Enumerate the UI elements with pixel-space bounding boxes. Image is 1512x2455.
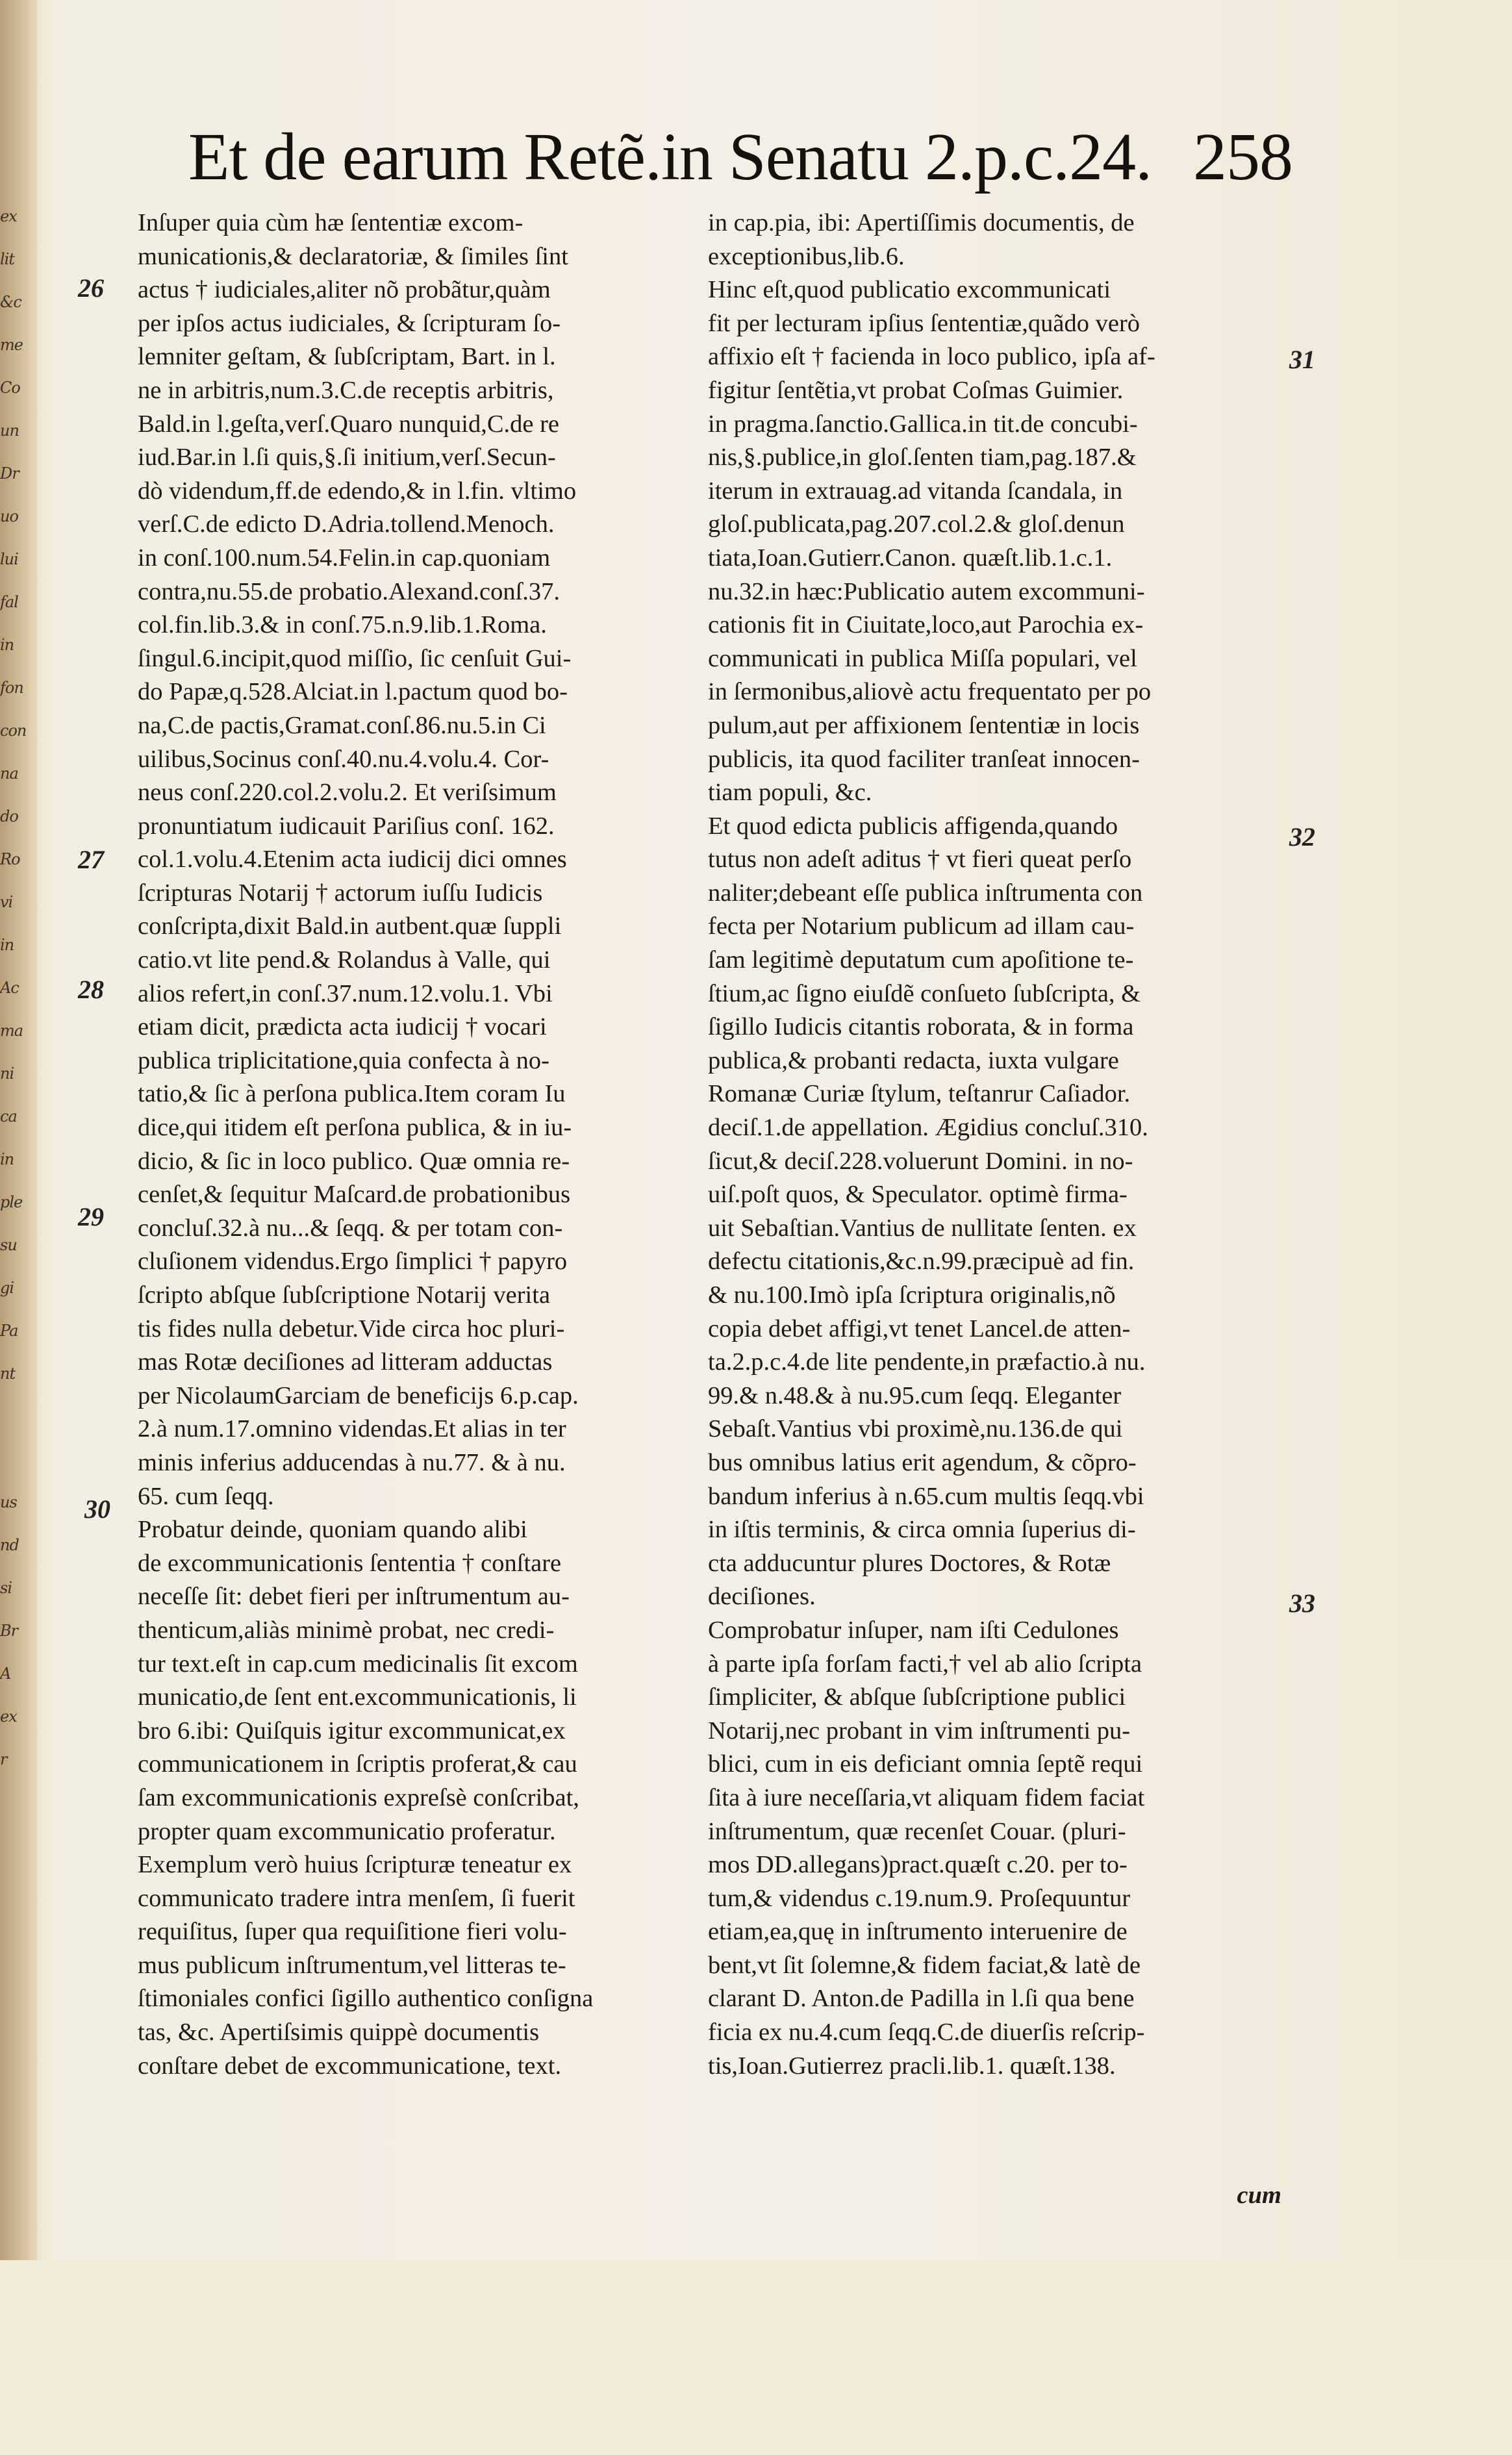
right_column-line: tiata,Ioan.Gutierr.Canon. quæſt.lib.1.c.1. — [708, 544, 1113, 572]
right_column-line: Sebaſt.Vantius vbi proximè,nu.136.de qui — [708, 1415, 1123, 1443]
left_column-line: cluſionem videndus.Ergo ſimplici † papyro — [138, 1248, 568, 1276]
right_column-line: nis,§.publice,in gloſ.ſenten tiam,pag.187.& — [708, 444, 1137, 472]
left_column-line: in conſ.100.num.54.Felin.in cap.quoniam — [138, 544, 551, 572]
left_column-line: publica triplicitatione,quia confecta à no- — [138, 1046, 549, 1074]
right_column-line: ſita à iure neceſſaria,vt aliquam fidem faciat — [708, 1783, 1145, 1811]
right_column-line: tutus non adeſt aditus † vt fieri queat perſo — [708, 846, 1132, 874]
left_column-line: Bald.in l.geſta,verſ.Quaro nunquid,C.de re — [138, 410, 559, 438]
left_column-line: iud.Bar.in l.ſi quis,§.ſi initium,verſ.Secun- — [138, 444, 556, 472]
right_column-line: bus omnibus latius erit agendum, & cõpro- — [708, 1448, 1137, 1476]
left_column-line: catio.vt lite pend.& Rolandus à Valle, qui — [138, 946, 551, 974]
left_column-line: ſingul.6.incipit,quod miſſio, ſic cenſuit Gui- — [138, 644, 572, 672]
right_column-line: ſimpliciter, & abſque ſubſcriptione publici — [708, 1683, 1126, 1711]
right_column-line: cta adducuntur plures Doctores, & Rotæ — [708, 1549, 1111, 1577]
margin-number-31: 31 — [1289, 345, 1315, 374]
left_column-line: ſam excommunicationis expreſsè conſcribat, — [138, 1783, 579, 1811]
left_column-line: conſtare debet de excommunicatione, text. — [138, 2052, 562, 2080]
right_column-line: nu.32.in hæc:Publicatio autem excommuni- — [708, 577, 1145, 605]
right_column-line: etiam,ea,quę in inſtrumento interuenire de — [708, 1918, 1128, 1946]
right_column-line: clarant D. Anton.de Padilla in l.ſi qua bene — [708, 1985, 1135, 2013]
margin-number-33: 33 — [1289, 1589, 1315, 1618]
left_column-line: propter quam excommunicatio proferatur. — [138, 1817, 556, 1845]
left_column-line: concluſ.32.à nu...& ſeqq. & per totam con- — [138, 1214, 563, 1242]
right_column-line: in ſermonibus,aliovè actu frequentato per po — [708, 678, 1152, 706]
right_column-line: Hinc eſt,quod publicatio excommunicati — [708, 276, 1111, 304]
left_column-line: mas Rotæ deciſiones ad litteram adductas — [138, 1348, 553, 1376]
left_column-line: cenſet,& ſequitur Maſcard.de probationibus — [138, 1181, 571, 1209]
margin-number-30: 30 — [84, 1494, 110, 1524]
left_column-line: ſtimoniales confici ſigillo authentico conſigna — [138, 1985, 594, 2013]
right_column-line: defectu citationis,&c.n.99.præcipuè ad fin. — [708, 1248, 1135, 1276]
right_column-line: à parte ipſa forſam facti,† vel ab alio ſcripta — [708, 1650, 1142, 1678]
right_column-line: publicis, ita quod faciliter tranſeat innocen- — [708, 745, 1140, 773]
right_column-line: in iſtis terminis, & circa omnia ſuperius di- — [708, 1516, 1136, 1544]
running-title: Et de earum Retẽ.in Senatu 2.p.c.24. — [188, 120, 1152, 194]
left_column-line: col.fin.lib.3.& in conſ.75.n.9.lib.1.Roma. — [138, 611, 547, 639]
left_column-line: dò videndum,ff.de edendo,& in l.fin. vltimo — [138, 477, 577, 505]
left_column-line: na,C.de pactis,Gramat.conſ.86.nu.5.in Ci — [138, 711, 546, 739]
right_column-line: communicati in publica Miſſa populari, vel — [708, 644, 1137, 672]
right_column-line: ta.2.p.c.4.de lite pendente,in præfactio.à nu. — [708, 1348, 1146, 1376]
right_column-line: exceptionibus,lib.6. — [708, 242, 905, 270]
left_column-line: Inſuper quia cùm hæ ſententiæ excom- — [138, 209, 523, 236]
left_column-line: lemniter geſtam, & ſubſcriptam, Bart. in l. — [138, 343, 556, 371]
left_column-line: contra,nu.55.de probatio.Alexand.conſ.37. — [138, 577, 561, 605]
left_column-line: do Papæ,q.528.Alciat.in l.pactum quod bo- — [138, 678, 568, 706]
left_column-line: mus publicum inſtrumentum,vel litteras te- — [138, 1951, 566, 1979]
right_column-line: cationis fit in Ciuitate,loco,aut Parochia ex- — [708, 611, 1144, 639]
right_column-line: figitur ſentẽtia,vt probat Coſmas Guimier. — [708, 376, 1124, 404]
right_column-line: fit per lecturam ipſius ſententiæ,quãdo verò — [708, 309, 1140, 337]
right_column-line: affixio eſt † facienda in loco publico, ipſa af- — [708, 343, 1155, 371]
right_column-line: fecta per Notarium publicum ad illam cau- — [708, 913, 1135, 940]
right_column-line: bent,vt ſit ſolemne,& fidem faciat,& latè de — [708, 1951, 1141, 1979]
left_column-line: ne in arbitris,num.3.C.de receptis arbitris, — [138, 376, 554, 404]
right_column-line: deciſiones. — [708, 1583, 816, 1611]
right_column-line: Et quod edicta publicis affigenda,quando — [708, 812, 1118, 840]
left_column-line: col.1.volu.4.Etenim acta iudicij dici omnes — [138, 846, 567, 874]
left_column-line: bro 6.ibi: Quiſquis igitur excommunicat,ex — [138, 1717, 566, 1744]
right_column-line: mos DD.allegans)pract.quæſt c.20. per to- — [708, 1851, 1128, 1879]
left_column-line: tis fides nulla debetur.Vide circa hoc pluri- — [138, 1315, 565, 1342]
left_column-line: alios refert,in conſ.37.num.12.volu.1. Vbi — [138, 979, 553, 1007]
right_column-line: ſtium,ac ſigno eiuſdẽ conſueto ſubſcripta, & — [708, 979, 1141, 1007]
adjacent-page-edge-text: ex lit &c me Co un Dr uo lui fal in fon con na do Ro vi in Ac ma ni ca in ple su gi Pa nt us nd si Br A ex r — [0, 207, 27, 1769]
left_column-line: de excommunicationis ſententia † conſtare — [138, 1549, 562, 1577]
margin-number-32: 32 — [1289, 822, 1315, 851]
left_column-line: conſcripta,dixit Bald.in autbent.quæ ſuppli — [138, 913, 562, 940]
right_column-line: in cap.pia, ibi: Apertiſſimis documentis, de — [708, 209, 1135, 236]
right_column-line: blici, cum in eis deficiant omnia ſeptẽ requi — [708, 1750, 1143, 1778]
left_column-line: thenticum,aliàs minimè probat, nec credi- — [138, 1616, 555, 1644]
right_column-line: pulum,aut per affixionem ſententiæ in locis — [708, 711, 1140, 739]
left_column-line: ſcripturas Notarij † actorum iuſſu Iudicis — [138, 879, 543, 907]
right_column-line: ſigillo Iudicis citantis roborata, & in forma — [708, 1013, 1134, 1041]
right_column-line: Comprobatur inſuper, nam iſti Cedulones — [708, 1616, 1119, 1644]
left_column-line: etiam dicit, prædicta acta iudicij † vocari — [138, 1013, 547, 1041]
right_column-line: ſam legitimè deputatum cum apoſitione te- — [708, 946, 1134, 974]
right_column-line: iterum in extrauag.ad vitanda ſcandala, in — [708, 477, 1123, 505]
right_column-line: tum,& videndus c.19.num.9. Proſequuntur — [708, 1884, 1131, 1912]
margin-number-27: 27 — [78, 845, 104, 874]
margin-number-26: 26 — [78, 273, 104, 303]
right_column-line: naliter;debeant eſſe publica inſtrumenta con — [708, 879, 1143, 907]
left_column-line: pronuntiatum iudicauit Pariſius conſ. 162. — [138, 812, 555, 840]
right_column-line: ſicut,& deciſ.228.voluerunt Domini. in no- — [708, 1147, 1133, 1175]
left_column-line: communicato tradere intra menſem, ſi fuerit — [138, 1884, 575, 1912]
right-text-column — [708, 207, 1299, 2083]
binding-gutter — [0, 0, 38, 2260]
left_column-line: tur text.eſt in cap.cum medicinalis ſit excom — [138, 1650, 578, 1678]
right_column-line: deciſ.1.de appellation. Ægidius concluſ.310. — [708, 1114, 1148, 1142]
left_column-line: neceſſe ſit: debet fieri per inſtrumentum au- — [138, 1583, 570, 1611]
left_column-line: requiſitus, ſuper qua requiſitione fieri volu- — [138, 1918, 567, 1946]
left_column-line: actus † iudiciales,aliter nõ probãtur,quàm — [138, 276, 551, 304]
right_column-line: 99.& n.48.& à nu.95.cum ſeqq. Eleganter — [708, 1381, 1122, 1409]
right_column-line: tiam populi, &c. — [708, 779, 872, 807]
right_column-line: publica,& probanti redacta, iuxta vulgare — [708, 1046, 1119, 1074]
left_column-line: municationis,& declaratoriæ, & ſimiles ſint — [138, 242, 568, 270]
left-text-column — [138, 207, 716, 2083]
running-header — [188, 112, 1292, 203]
left_column-line: tas, &c. Apertiſsimis quippè documentis — [138, 2019, 540, 2046]
left_column-line: dicio, & ſic in loco publico. Quæ omnia re- — [138, 1147, 570, 1175]
left_column-line: dice,qui itidem eſt perſona publica, & in iu- — [138, 1114, 572, 1142]
left_column-line: ſcripto abſque ſubſcriptione Notarij verita — [138, 1281, 551, 1309]
right_column-line: & nu.100.Imò ipſa ſcriptura originalis,nõ — [708, 1281, 1116, 1309]
right_column-line: Notarij,nec probant in vim inſtrumenti pu- — [708, 1717, 1131, 1744]
margin-number-29: 29 — [78, 1202, 104, 1231]
right_column-line: in pragma.ſanctio.Gallica.in tit.de concubi- — [708, 410, 1138, 438]
right_column-line: gloſ.publicata,pag.207.col.2.& gloſ.denun — [708, 510, 1125, 538]
left_column-line: neus conſ.220.col.2.volu.2. Et veriſsimum — [138, 779, 557, 807]
right_column-line: uit Sebaſtian.Vantius de nullitate ſenten. ex — [708, 1214, 1137, 1242]
left_column-line: Probatur deinde, quoniam quando alibi — [138, 1516, 527, 1544]
right_column-line: uiſ.poſt quos, & Speculator. optimè firma- — [708, 1181, 1128, 1209]
left_column-line: Exemplum verò huius ſcripturæ teneatur ex — [138, 1851, 572, 1879]
left_column-line: tatio,& ſic à perſona publica.Item coram Iu — [138, 1080, 566, 1108]
left_column-line: minis inferius adducendas à nu.77. & à nu. — [138, 1448, 566, 1476]
left_column-line: per ipſos actus iudiciales, & ſcripturam ſo- — [138, 309, 561, 337]
left_column-line: uilibus,Socinus conſ.40.nu.4.volu.4. Cor- — [138, 745, 549, 773]
right_column-line: bandum inferius à n.65.cum multis ſeqq.vbi — [708, 1482, 1144, 1510]
catchword: cum — [1237, 2182, 1281, 2209]
right_column-line: inſtrumentum, quæ recenſet Couar. (pluri- — [708, 1817, 1126, 1845]
right_column-line: tis,Ioan.Gutierrez pracli.lib.1. quæſt.138. — [708, 2052, 1116, 2080]
left_column-line: per NicolaumGarciam de beneficijs 6.p.cap. — [138, 1381, 579, 1409]
left_column-line: 2.à num.17.omnino videndas.Et alias in ter — [138, 1415, 566, 1443]
right_column-line: Romanæ Curiæ ſtylum, teſtanrur Caſiador. — [708, 1080, 1131, 1108]
left_column-line: communicationem in ſcriptis proferat,& cau — [138, 1750, 577, 1778]
margin-number-28: 28 — [78, 975, 104, 1004]
right_column-line: ficia ex nu.4.cum ſeqq.C.de diuerſis reſcrip- — [708, 2019, 1145, 2046]
left_column-line: verſ.C.de edicto D.Adria.tollend.Menoch. — [138, 510, 555, 538]
page-number: 258 — [1193, 120, 1292, 194]
right_column-line: copia debet affigi,vt tenet Lancel.de atten- — [708, 1315, 1131, 1342]
left_column-line: 65. cum ſeqq. — [138, 1482, 274, 1510]
left_column-line: municatio,de ſent ent.excommunicationis, li — [138, 1683, 577, 1711]
